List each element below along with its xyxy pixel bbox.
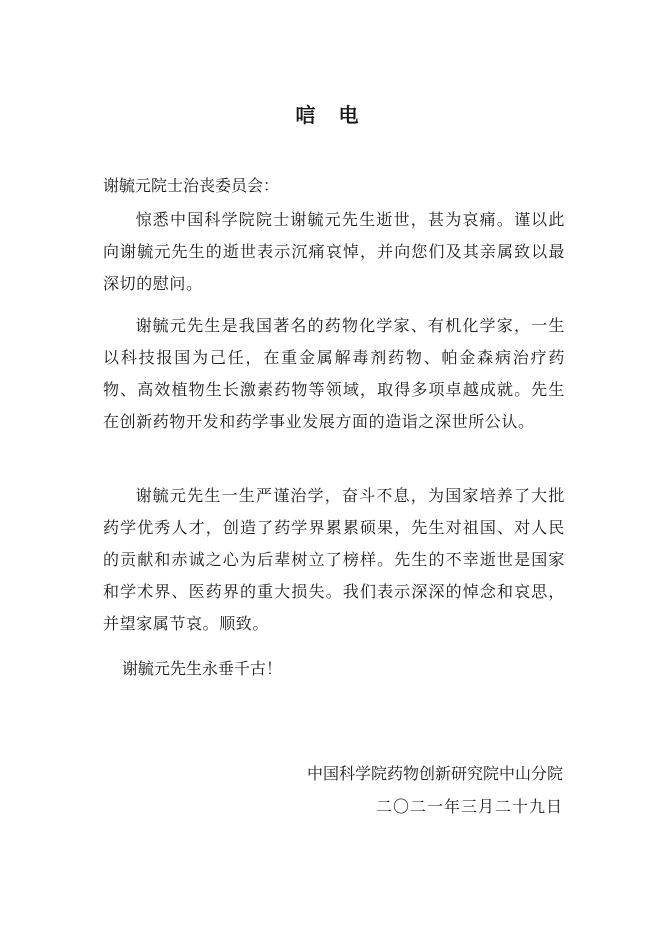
salutation: 谢毓元院士治丧委员会： bbox=[103, 176, 280, 195]
document-title: 唁 电 bbox=[295, 103, 367, 127]
letter-date: 二〇二一年三月二十九日 bbox=[375, 797, 563, 816]
paragraph-condolence bbox=[103, 204, 565, 300]
sender-organization: 中国科学院药物创新研究院中山分院 bbox=[306, 764, 563, 783]
paragraph-text: 惊悉中国科学院院士谢毓元先生逝世，甚为哀痛。谨以此向谢毓元先生的逝世表示沉痛哀悼，并向您们及其亲属致以最深切的慰问。 bbox=[103, 210, 565, 293]
paragraph-achievements bbox=[103, 310, 565, 438]
paragraph-text: 谢毓元先生一生严谨治学，奋斗不息，为国家培养了大批药学优秀人才，创造了药学界累累硕果，先生对祖国、对人民的贡献和赤诚之心为后辈树立了榜样。先生的不幸逝世是国家和学术界、医药界的重大损失。我们表示深深的悼念和哀思，并望家属节哀。顺致。 bbox=[103, 486, 565, 633]
paragraph-legacy bbox=[103, 480, 565, 640]
paragraph-text: 谢毓元先生是我国著名的药物化学家、有机化学家，一生以科技报国为己任，在重金属解毒剂药物、帕金森病治疗药物、高效植物生长激素药物等领域，取得多项卓越成就。先生在创新药物开发和药学事业发展方面的造诣之深世所公认。 bbox=[103, 316, 565, 431]
closing-line: 谢毓元先生永垂千古！ bbox=[122, 659, 283, 678]
